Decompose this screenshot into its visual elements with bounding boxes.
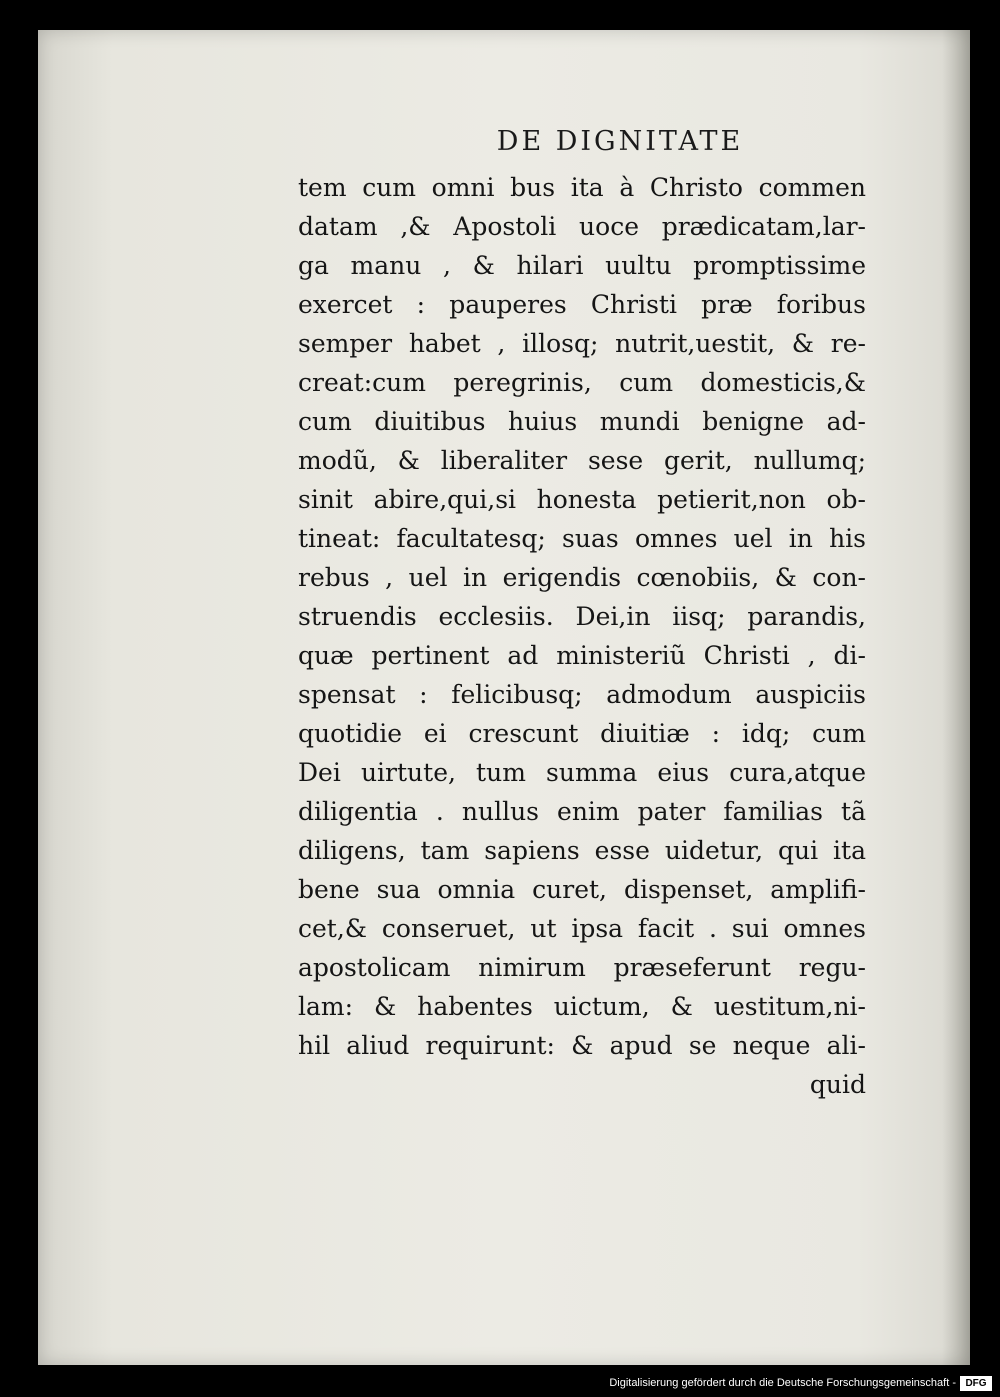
text-line: modũ, & liberaliter sese gerit, nullumq; [298,446,866,475]
text-line: quotidie ei crescunt diuitiæ : idq; cum [298,719,866,748]
text-line: cum diuitibus huius mundi benigne ad- [298,407,866,436]
text-line: semper habet , illosq; nutrit,uestit, & re- [298,329,866,358]
text-line: exercet : pauperes Christi præ foribus [298,290,866,319]
text-line: sinit abire,qui,si honesta petierit,non ob- [298,485,866,514]
text-line: Dei uirtute, tum summa eius cura,atque [298,758,866,787]
running-head: DE DIGNITATE [496,126,744,157]
text-line: rebus , uel in erigendis cœnobiis, & con- [298,563,866,592]
text-line: tineat: facultatesq; suas omnes uel in his [298,524,866,553]
text-line: datam ,& Apostoli uoce prædicatam,lar- [298,212,866,241]
catchword: quid [809,1070,866,1099]
text-line: diligentia . nullus enim pater familias tã [298,797,866,826]
text-line: tem cum omni bus ita à Christo commen [298,173,866,202]
text-line: lam: & habentes uictum, & uestitum,ni- [298,992,866,1021]
dfg-logo-icon: DFG [960,1376,992,1391]
funding-credit: Digitalisierung gefördert durch die Deutsche Forschungsgemeinschaft - [609,1377,956,1389]
body-text [298,168,866,1104]
text-line: struendis ecclesiis. Dei,in iisq; parandis, [298,602,866,631]
page-gutter-shadow [942,30,970,1365]
text-line: ga manu , & hilari uultu promptissime [298,251,866,280]
text-line: hil aliud requirunt: & apud se neque ali- [298,1031,866,1060]
text-line: bene sua omnia curet, dispenset, amplifi- [298,875,866,904]
text-line: cet,& conseruet, ut ipsa facit . sui omnes [298,914,866,943]
text-line: creat:cum peregrinis, cum domesticis,& [298,368,866,397]
text-line: diligens, tam sapiens esse uidetur, qui ita [298,836,866,865]
text-line: spensat : felicibusq; admodum auspiciis [298,680,866,709]
text-line: apostolicam nimirum præseferunt regu- [298,953,866,982]
text-line: quæ pertinent ad ministeriũ Christi , di- [298,641,866,670]
